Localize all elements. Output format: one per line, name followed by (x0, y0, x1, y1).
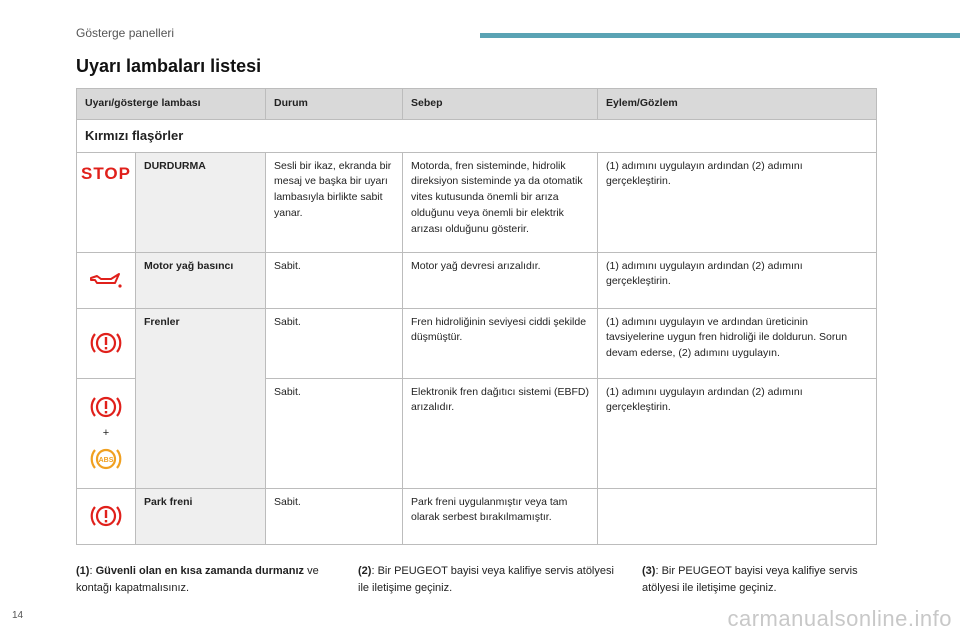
section-label: Gösterge panelleri (76, 26, 175, 40)
table-row (77, 252, 877, 308)
warning-lights-table (76, 88, 877, 545)
light-name: Frenler (135, 308, 265, 488)
brake-warning-icon (90, 393, 122, 421)
group-row (77, 120, 877, 153)
abs-icon (89, 445, 123, 473)
light-state: Sesli bir ikaz, ekranda bir mesaj ve başka bir uyarı lambasıyla birlikte sabit yanar. (265, 152, 402, 252)
light-action (597, 488, 876, 544)
park-brake-icon (77, 488, 136, 544)
column-header-state: Durum (265, 89, 402, 120)
light-cause: Elektronik fren dağıtıcı sistemi (EBFD) arızalıdır. (402, 378, 597, 488)
footnote-2: (2): Bir PEUGEOT bayisi veya kalifiye servis atölyesi ile iletişime geçiniz. (358, 565, 614, 594)
light-action: (1) adımını uygulayın ardından (2) adımını gerçekleştirin. (597, 252, 876, 308)
light-cause: Motor yağ devresi arızalıdır. (402, 252, 597, 308)
column-header-cause: Sebep (402, 89, 597, 120)
brake-abs-icons (77, 378, 136, 488)
table-row (77, 152, 877, 252)
light-state: Sabit. (265, 378, 402, 488)
abs-label: ABS (98, 457, 114, 465)
table-row (77, 488, 877, 544)
brake-warning-icon (77, 308, 136, 378)
light-action: (1) adımını uygulayın ve ardından üreticinin tavsiyelerine uygun fren hidroliği ile doldurun. Sorun devam ederse, (2) adımını uygulayın. (597, 308, 876, 378)
light-state: Sabit. (265, 488, 402, 544)
light-state: Sabit. (265, 252, 402, 308)
column-header-light: Uyarı/gösterge lambası (77, 89, 266, 120)
footnote-1: (1): Güvenli olan en kısa zamanda durmanız ve kontağı kapatmalısınız. (76, 565, 319, 594)
light-name: DURDURMA (135, 152, 265, 252)
watermark: carmanualsonline.info (727, 606, 952, 631)
group-title: Kırmızı flaşörler (77, 120, 877, 153)
light-name: Motor yağ basıncı (135, 252, 265, 308)
page-title: Uyarı lambaları listesi (76, 56, 262, 76)
oil-pressure-icon (77, 252, 136, 308)
light-cause: Motorda, fren sisteminde, hidrolik direksiyon sisteminde ya da otomatik vites kutusunda önemli bir arıza olduğunu veya önemli bir elektrik arızası olduğunu gösterir. (402, 152, 597, 252)
light-cause: Fren hidroliğinin seviyesi ciddi şekilde düşmüştür. (402, 308, 597, 378)
page-number: 14 (12, 610, 24, 621)
stop-icon: STOP (77, 152, 136, 252)
header-accent-bar (480, 33, 960, 38)
table-header-row (77, 89, 877, 120)
footnote-3: (3): Bir PEUGEOT bayisi veya kalifiye servis atölyesi ile iletişime geçiniz. (642, 565, 858, 594)
column-header-action: Eylem/Gözlem (597, 89, 876, 120)
table-row (77, 308, 877, 378)
light-cause: Park freni uygulanmıştır veya tam olarak serbest bırakılmamıştır. (402, 488, 597, 544)
light-action: (1) adımını uygulayın ardından (2) adımını gerçekleştirin. (597, 152, 876, 252)
light-action: (1) adımını uygulayın ardından (2) adımını gerçekleştirin. (597, 378, 876, 488)
light-state: Sabit. (265, 308, 402, 378)
plus-sign: + (102, 426, 110, 439)
light-name: Park freni (135, 488, 265, 544)
